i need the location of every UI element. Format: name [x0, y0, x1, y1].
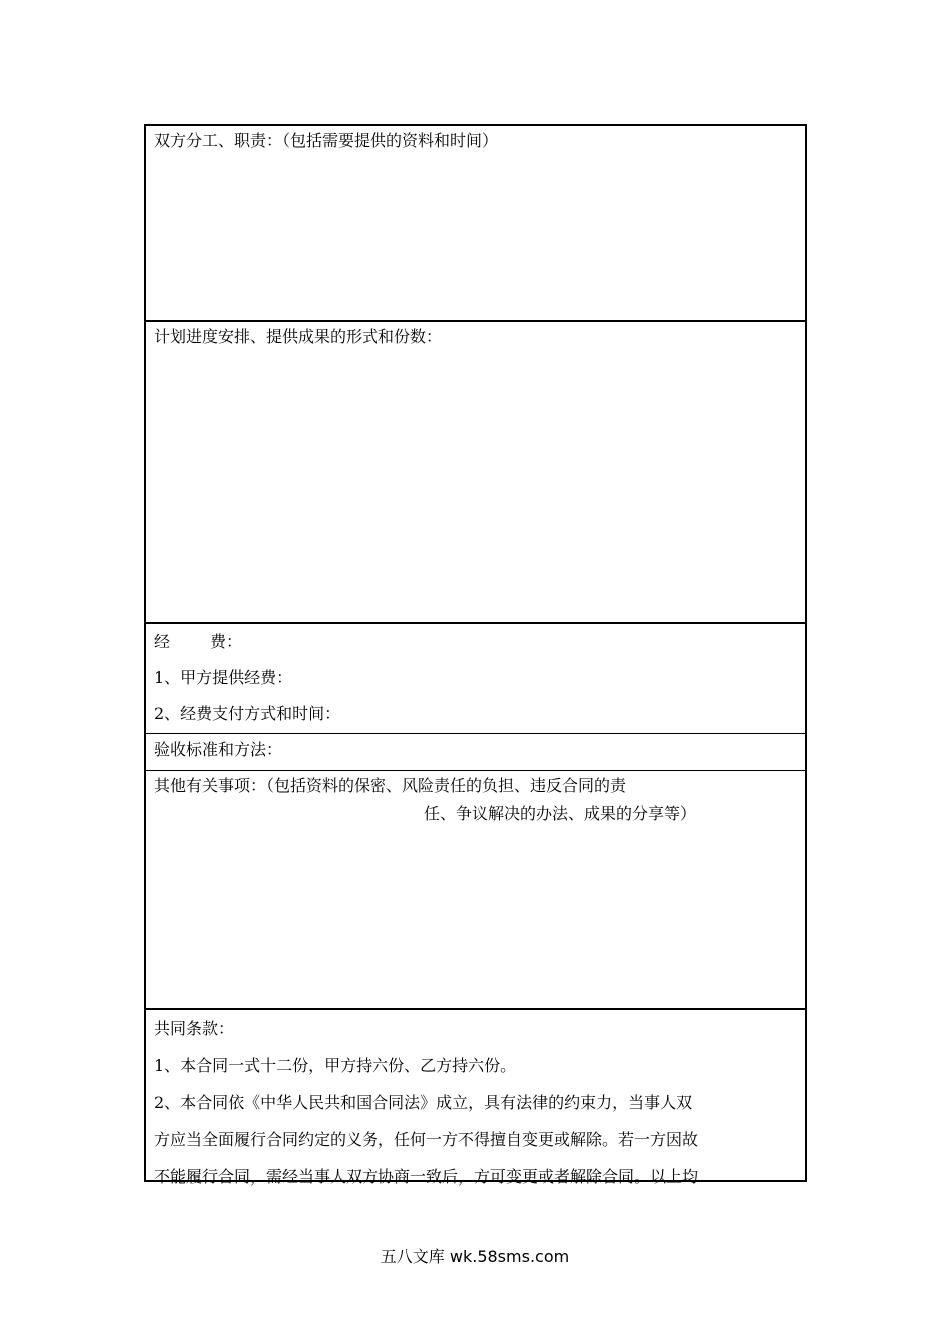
footer-watermark: 五八文库 wk.58sms.com	[380, 1247, 570, 1266]
contract-form-table	[144, 124, 807, 1186]
funding-item-1: 1、甲方提供经费：	[154, 668, 293, 687]
division-section	[146, 126, 805, 322]
common-title: 共同条款：	[154, 1019, 235, 1038]
common-line-1: 1、本合同一式十二份，甲方持六份、乙方持六份。	[154, 1056, 517, 1075]
funding-title-b: 费：	[210, 632, 243, 651]
common-line-4: 不能履行合同，需经当事人双方协商一致后，方可变更或者解除合同。以上均	[154, 1167, 699, 1186]
division-title: 双方分工、职责：（包括需要提供的资料和时间）	[154, 131, 499, 150]
other-line-2: 任、争议解决的办法、成果的分享等）	[424, 804, 697, 823]
funding-title	[154, 624, 805, 660]
funding-item-2: 2、经费支付方式和时间：	[154, 704, 341, 723]
funding-title-a: 经	[154, 632, 171, 651]
schedule-section	[146, 322, 805, 624]
other-matters-section	[146, 771, 805, 1010]
schedule-title: 计划进度安排、提供成果的形式和份数：	[154, 327, 443, 346]
acceptance-title: 验收标准和方法：	[154, 740, 283, 759]
common-line-3: 方应当全面履行合同约定的义务，任何一方不得擅自变更或解除。若一方因故	[154, 1130, 699, 1149]
other-line-1: 其他有关事项：（包括资料的保密、风险责任的负担、违反合同的责	[154, 776, 627, 795]
common-line-2: 2、本合同依《中华人民共和国合同法》成立，具有法律的约束力，当事人双	[154, 1093, 693, 1112]
funding-section	[146, 624, 805, 734]
common-terms-section	[146, 1010, 805, 1186]
acceptance-section	[146, 734, 805, 771]
